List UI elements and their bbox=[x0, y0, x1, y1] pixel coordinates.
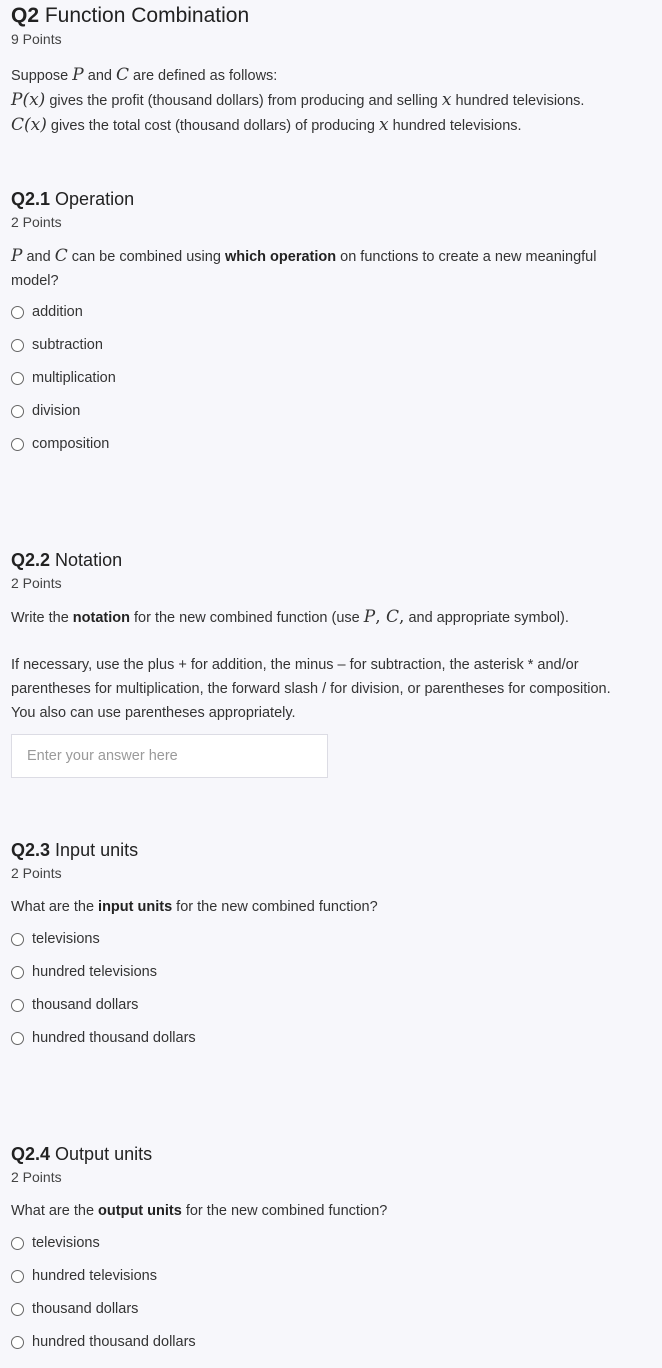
q2-intro-line-1: Suppose P and C are defined as follows: bbox=[11, 65, 278, 85]
q21-option-multiplication[interactable]: multiplication bbox=[11, 367, 116, 389]
q22-instructions bbox=[11, 653, 662, 725]
q21-prompt bbox=[11, 244, 662, 293]
radio-button[interactable] bbox=[11, 999, 24, 1012]
radio-button[interactable] bbox=[11, 339, 24, 352]
q23-title: Q2.3 Input units bbox=[11, 840, 139, 860]
radio-button[interactable] bbox=[11, 1032, 24, 1045]
q23-option-hundred-televisions[interactable]: hundred televisions bbox=[11, 961, 157, 983]
radio-button[interactable] bbox=[11, 438, 24, 451]
radio-button[interactable] bbox=[11, 933, 24, 946]
q23-header bbox=[11, 837, 662, 882]
q21-option-subtraction[interactable]: subtraction bbox=[11, 334, 103, 356]
radio-button[interactable] bbox=[11, 1270, 24, 1283]
q21-option-addition[interactable]: addition bbox=[11, 301, 83, 323]
q24-title: Q2.4 Output units bbox=[11, 1144, 153, 1164]
radio-button[interactable] bbox=[11, 372, 24, 385]
q22-title: Q2.2 Notation bbox=[11, 550, 123, 570]
q23-points: 2 Points bbox=[11, 865, 62, 881]
radio-button[interactable] bbox=[11, 1303, 24, 1316]
radio-button[interactable] bbox=[11, 306, 24, 319]
q21-points: 2 Points bbox=[11, 214, 62, 230]
q21-prompt-line-2: model? bbox=[11, 273, 59, 289]
q2-header bbox=[11, 3, 662, 48]
q22-points: 2 Points bbox=[11, 575, 62, 591]
q22-header bbox=[11, 547, 662, 592]
q24-points: 2 Points bbox=[11, 1169, 62, 1185]
q21-prompt-line-1: P and C can be combined using which operation on functions to create a new meaningful bbox=[11, 246, 597, 266]
q22-prompt: Write the notation for the new combined function (use P, C, and appropriate symbol). bbox=[11, 607, 569, 627]
q24-header bbox=[11, 1141, 662, 1186]
q21-title: Q2.1 Operation bbox=[11, 189, 135, 209]
radio-button[interactable] bbox=[11, 1336, 24, 1349]
q2-intro-line-2: P(x) gives the profit (thousand dollars) from producing and selling x hundred televisions. bbox=[11, 90, 585, 110]
radio-button[interactable] bbox=[11, 966, 24, 979]
q21-option-division[interactable]: division bbox=[11, 400, 80, 422]
q22-instructions-line-3: You also can use parentheses appropriately. bbox=[11, 705, 296, 721]
q24-option-televisions[interactable]: televisions bbox=[11, 1232, 100, 1254]
q24-prompt: What are the output units for the new combined function? bbox=[11, 1203, 388, 1219]
radio-button[interactable] bbox=[11, 405, 24, 418]
q2-title: Q2 Function Combination bbox=[11, 4, 250, 27]
q22-instructions-line-2: parentheses for multiplication, the forward slash / for division, or parentheses for composition. bbox=[11, 681, 611, 697]
q22-instructions-line-1: If necessary, use the plus + for addition, the minus – for subtraction, the asterisk * and/or bbox=[11, 657, 579, 673]
q24-option-thousand-dollars[interactable]: thousand dollars bbox=[11, 1298, 138, 1320]
q21-header bbox=[11, 186, 662, 231]
radio-button[interactable] bbox=[11, 1237, 24, 1250]
q22-answer-input[interactable] bbox=[11, 734, 328, 778]
q2-intro bbox=[11, 63, 662, 138]
q21-option-composition[interactable]: composition bbox=[11, 433, 109, 455]
q23-option-hundred-thousand-dollars[interactable]: hundred thousand dollars bbox=[11, 1027, 196, 1049]
q23-prompt: What are the input units for the new combined function? bbox=[11, 899, 378, 915]
q2-intro-line-3: C(x) gives the total cost (thousand dollars) of producing x hundred televisions. bbox=[11, 115, 522, 135]
q2-points: 9 Points bbox=[11, 31, 62, 47]
q23-option-thousand-dollars[interactable]: thousand dollars bbox=[11, 994, 138, 1016]
q23-option-televisions[interactable]: televisions bbox=[11, 928, 100, 950]
q24-option-hundred-televisions[interactable]: hundred televisions bbox=[11, 1265, 157, 1287]
q24-option-hundred-thousand-dollars[interactable]: hundred thousand dollars bbox=[11, 1331, 196, 1353]
